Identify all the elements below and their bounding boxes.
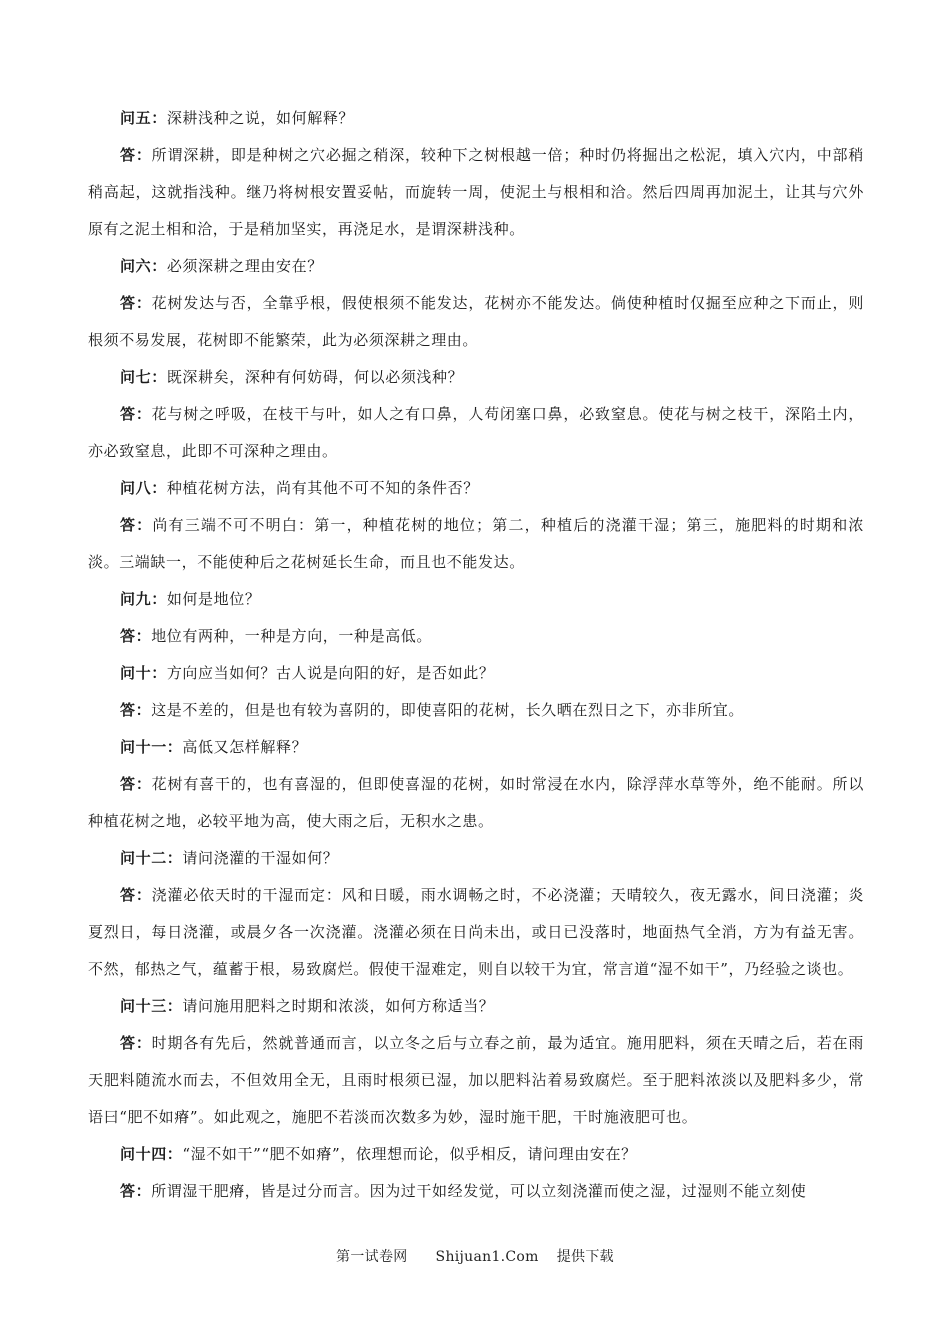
paragraph-label: 问八： xyxy=(120,479,167,497)
paragraph-label: 答： xyxy=(120,1182,152,1200)
answer-paragraph xyxy=(88,285,864,359)
paragraph-text: 深耕浅种之说，如何解释？ xyxy=(166,109,355,127)
paragraph-label: 问十： xyxy=(120,664,167,682)
paragraph-label: 答： xyxy=(120,516,153,534)
question-paragraph xyxy=(88,655,864,692)
paragraph-text: 地位有两种，一种是方向，一种是高低。 xyxy=(151,627,433,645)
paragraph-label: 答： xyxy=(120,405,152,423)
paragraph-text: 请问浇灌的干湿如何？ xyxy=(182,849,339,867)
paragraph-label: 问十四： xyxy=(120,1145,183,1163)
paragraph-label: 问六： xyxy=(120,257,167,275)
paragraph-text: 必须深耕之理由安在？ xyxy=(166,257,323,275)
paragraph-label: 答： xyxy=(120,701,152,719)
question-paragraph xyxy=(88,840,864,877)
answer-paragraph xyxy=(88,1025,864,1136)
paragraph-text: 尚有三端不可不明白：第一，种植花树的地位；第二，种植后的浇灌干湿；第三，施肥料的时期和浓淡。三端缺一，不能使种后之花树延长生命，而且也不能发达。 xyxy=(88,516,864,571)
paragraph-text: 时期各有先后，然就普通而言，以立冬之后与立春之前，最为适宜。施用肥料，须在天晴之后，若在雨天肥料随流水而去，不但效用全无，且雨时根须已湿，加以肥料沾着易致腐烂。至于肥料浓淡以及肥料多少，常语曰“肥不如瘠”。如此观之，施肥不若淡而次数多为妙，湿时施干肥，干时施液肥可也。 xyxy=(88,1034,864,1126)
paragraph-text: 既深耕矣，深种有何妨碍，何以必须浅种？ xyxy=(166,368,464,386)
paragraph-text: 这是不差的，但是也有较为喜阴的，即使喜阳的花树，长久晒在烈日之下，亦非所宜。 xyxy=(151,701,745,719)
paragraph-text: 花树发达与否，全靠乎根，假使根须不能发达，花树亦不能发达。倘使种植时仅掘至应种之下而止，则根须不易发展，花树即不能繁荣，此为必须深耕之理由。 xyxy=(88,294,864,349)
page-footer xyxy=(0,1246,950,1266)
question-paragraph xyxy=(88,470,864,507)
question-paragraph xyxy=(88,248,864,285)
paragraph-text: 种植花树方法，尚有其他不可不知的条件否？ xyxy=(166,479,479,497)
answer-paragraph xyxy=(88,766,864,840)
paragraph-text: 如何是地位？ xyxy=(166,590,261,608)
question-paragraph xyxy=(88,988,864,1025)
paragraph-text: 花树有喜干的，也有喜湿的，但即使喜湿的花树，如时常浸在水内，除浮萍水草等外，绝不能耐。所以种植花树之地，必较平地为高，使大雨之后，无积水之患。 xyxy=(88,775,864,830)
question-paragraph xyxy=(88,359,864,396)
paragraph-label: 问七： xyxy=(120,368,167,386)
paragraph-text: 方向应当如何？古人说是向阳的好，是否如此？ xyxy=(166,664,495,682)
footer-site-url: Shijuan1.Com xyxy=(435,1249,539,1265)
answer-paragraph xyxy=(88,877,864,988)
question-paragraph xyxy=(88,1136,864,1173)
answer-paragraph xyxy=(88,396,864,470)
paragraph-label: 答： xyxy=(120,1034,152,1052)
document-body xyxy=(88,100,864,1210)
answer-paragraph xyxy=(88,507,864,581)
paragraph-label: 答： xyxy=(120,775,152,793)
question-paragraph xyxy=(88,581,864,618)
footer-provide-text: 提供下载 xyxy=(556,1249,614,1265)
footer-site-name: 第一试卷网 xyxy=(336,1249,408,1265)
question-paragraph xyxy=(88,729,864,766)
paragraph-text: 所谓湿干肥瘠，皆是过分而言。因为过干如经发觉，可以立刻浇灌而使之湿，过湿则不能立刻使 xyxy=(151,1182,807,1200)
paragraph-label: 答： xyxy=(120,294,152,312)
answer-paragraph xyxy=(88,692,864,729)
paragraph-label: 问十三： xyxy=(120,997,183,1015)
paragraph-text: 所谓深耕，即是种树之穴必掘之稍深，较种下之树根越一倍；种时仍将掘出之松泥，填入穴内，中部稍稍高起，这就指浅种。继乃将树根安置妥帖，而旋转一周，使泥土与根相和洽。然后四周再加泥土，让其与穴外原有之泥土相和洽，于是稍加坚实，再浇足水，是谓深耕浅种。 xyxy=(88,146,864,238)
paragraph-label: 问九： xyxy=(120,590,167,608)
paragraph-text: 高低又怎样解释？ xyxy=(182,738,308,756)
paragraph-text: 请问施用肥料之时期和浓淡，如何方称适当？ xyxy=(182,997,495,1015)
answer-paragraph xyxy=(88,1173,864,1210)
paragraph-text: “湿不如干”“肥不如瘠”，依理想而论，似乎相反，请问理由安在？ xyxy=(182,1145,637,1163)
answer-paragraph xyxy=(88,618,864,655)
paragraph-label: 答： xyxy=(120,146,152,164)
paragraph-label: 答： xyxy=(120,886,152,904)
paragraph-label: 问五： xyxy=(120,109,167,127)
answer-paragraph xyxy=(88,137,864,248)
qa-list xyxy=(88,100,864,1210)
paragraph-label: 问十二： xyxy=(120,849,183,867)
paragraph-text: 花与树之呼吸，在枝干与叶，如人之有口鼻，人苟闭塞口鼻，必致窒息。使花与树之枝干，深陷土内，亦必致窒息，此即不可深种之理由。 xyxy=(88,405,864,460)
question-paragraph xyxy=(88,100,864,137)
paragraph-label: 问十一： xyxy=(120,738,183,756)
paragraph-text: 浇灌必依天时的干湿而定：风和日暖，雨水调畅之时，不必浇灌；天晴较久，夜无露水，间日浇灌；炎夏烈日，每日浇灌，或晨夕各一次浇灌。浇灌必须在日尚未出，或日已没落时，地面热气全消，方为有益无害。不然，郁热之气，蕴蓄于根，易致腐烂。假使干湿难定，则自以较干为宜，常言道“湿不如干”，乃经验之谈也。 xyxy=(88,886,864,978)
paragraph-label: 答： xyxy=(120,627,152,645)
